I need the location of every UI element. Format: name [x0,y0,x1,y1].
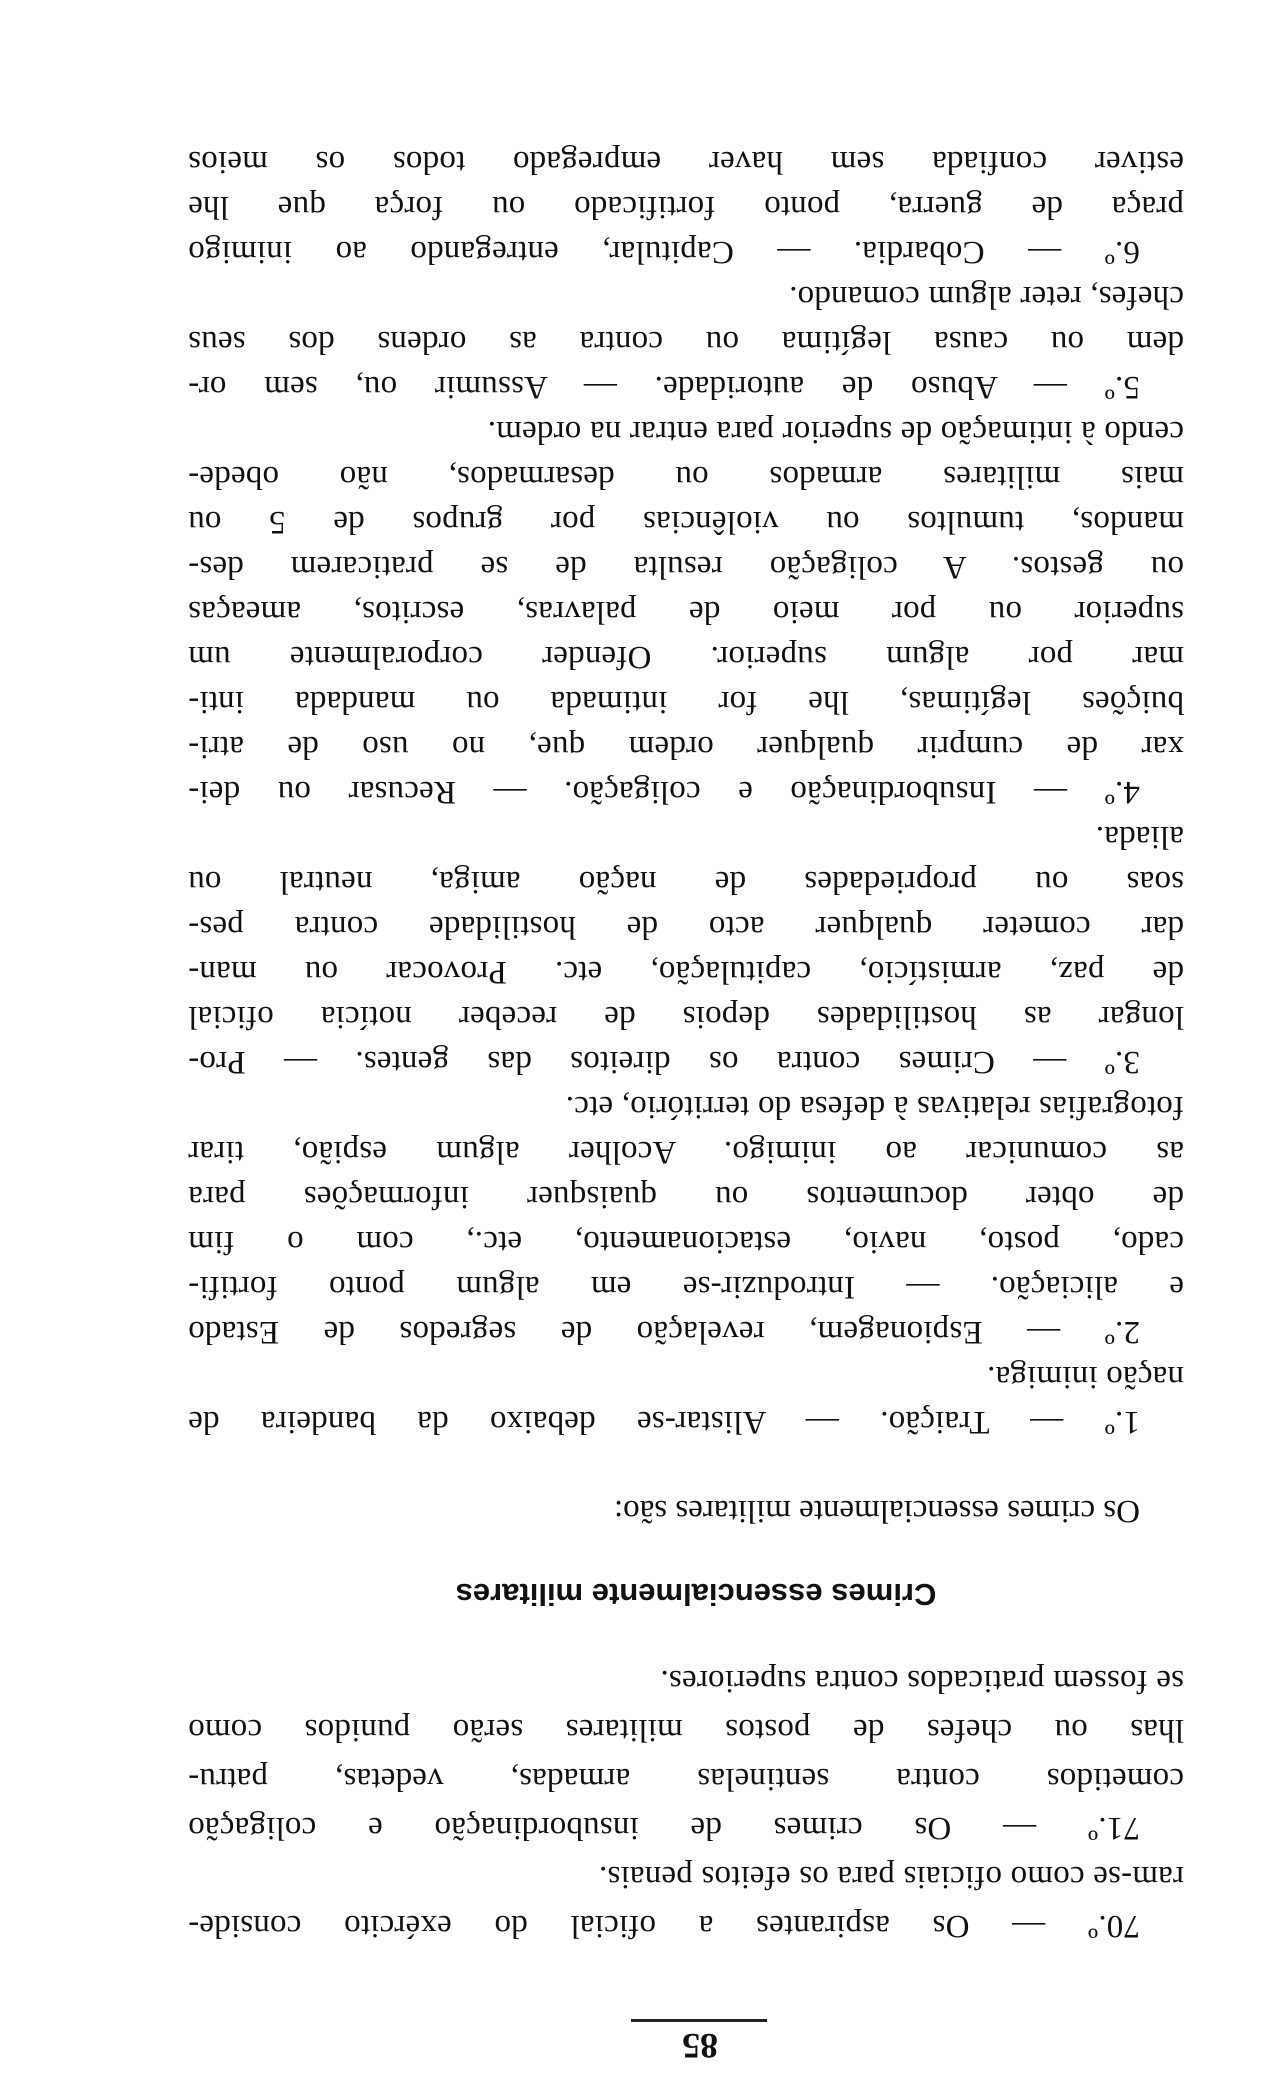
page-number: 85 [682,2026,718,2066]
paragraph-line: 2.º — Espionagem, revelação de segredos de Estado [188,1314,1140,1350]
paragraph-line: ou gestos. A coligação resulta de se praticarem des- [188,549,1184,585]
paragraph-line: dar cometer qualquer acto de hostilidade contra pes- [188,909,1184,945]
paragraph-line: soas ou propriedades de nação amiga, neutral ou [188,864,1184,900]
divider-rule [631,2019,767,2022]
paragraph-line: 1.º — Traição. — Alistar-se debaixo da bandeira de [188,1404,1140,1440]
paragraph-line: mar por algum superior. Ofender corporalmente um [188,639,1184,675]
paragraph-line: mandos, tumultos ou violências por grupos de 5 ou [188,504,1184,540]
paragraph-line: 70.º — Os aspirantes a oficial do exército conside- [188,1908,1140,1944]
paragraph-line: cendo à intimação de superior para entrar na ordem. [487,414,1184,450]
paragraph-line: longar as hostilidades depois de receber notícia oficial [188,999,1184,1035]
paragraph-line: e aliciação. — Introduzir-se em algum ponto fortifi- [188,1269,1184,1305]
paragraph-line: 3.º — Crimes contra os direitos das gentes. — Pro- [188,1044,1140,1080]
military-crimes-list [188,139,1184,1444]
paragraph-line: se fossem praticados contra superiores. [660,1663,1184,1699]
paragraph-line: as comunicar ao inimigo. Acolher algum espião, tirar [188,1134,1184,1170]
articles-70-71 [188,1656,1184,1950]
section-heading: Crimes essencialmente militares [455,1577,937,1612]
paragraph-line: chefes, reter algum comando. [788,279,1184,315]
paragraph-line: cado, posto, navio, estacionamento, etc., com o fim [188,1224,1184,1260]
paragraph-line: de paz, armistício, capitulação, etc. Provocar ou man- [188,954,1184,990]
paragraph-line: 6.º — Cobardia. — Capitular, entregando ao inimigo [188,234,1140,270]
paragraph-line: ram-se como oficiais para os efeitos penais. [598,1859,1184,1895]
paragraph-line: 4.º — Insubordinação e coligação. — Recusar ou dei- [188,774,1140,810]
paragraph-line: 71.º — Os crimes de insubordinação e coligação [188,1810,1140,1846]
paragraph-line: de obter documentos ou quaisquer informações para [188,1179,1184,1215]
paragraph-line: nação inimiga. [986,1359,1184,1395]
section-intro: Os crimes essencialmente militares são: [613,1493,1140,1529]
paragraph-line: cometidos contra sentinelas armadas, vedetas, patru- [188,1761,1184,1797]
paragraph-line: lhas ou chefes de postos militares serão punidos como [188,1712,1184,1748]
paragraph-line: estiver confiada sem haver empregado todos os meios [188,144,1184,180]
paragraph-line: xar de cumprir qualquer ordem que, no uso de atri- [188,729,1184,765]
paragraph-line: dem ou causa legítima ou contra as ordens dos seus [188,324,1184,360]
paragraph-line: aliada. [1095,819,1184,855]
paragraph-line: praça de guerra, ponto fortificado ou força que lhe [188,189,1184,225]
paragraph-line: superior ou por meio de palavras, escritos, ameaças [188,594,1184,630]
paragraph-line: fotografias relativas à defesa do território, etc. [565,1089,1184,1125]
paragraph-line: mais militares armados ou desarmados, não obede- [188,459,1184,495]
paragraph-line: 5.º — Abuso de autoridade. — Assumir ou, sem or- [188,369,1140,405]
paragraph-line: buições legítimas, lhe for intimada ou mandada inti- [188,684,1184,720]
